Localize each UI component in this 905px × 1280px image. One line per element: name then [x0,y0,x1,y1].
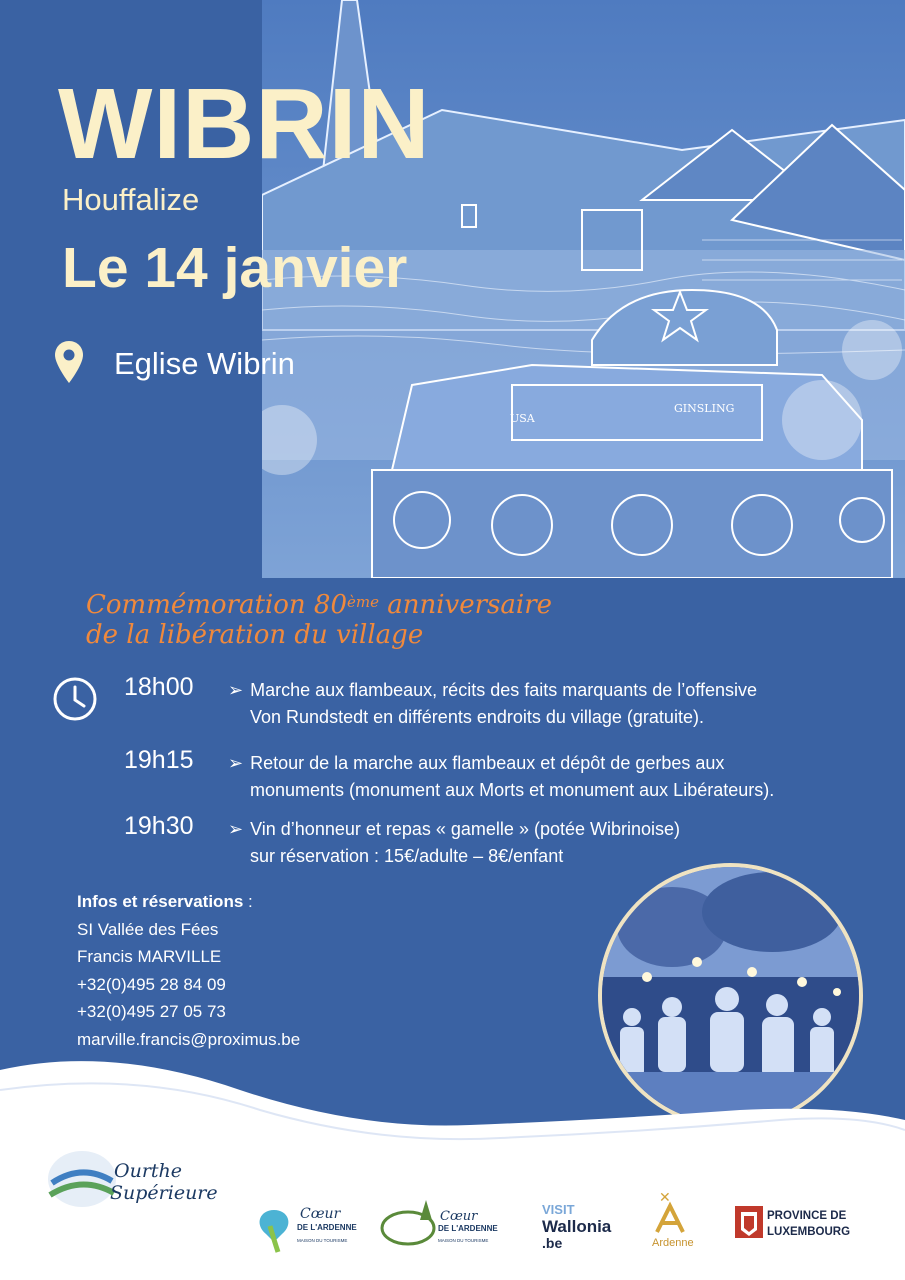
schedule-description: ➢ Marche aux flambeaux, récits des faits marquants de l’offensive Von Rundstedt en différents endroits du village (gratuite). [228,680,758,727]
contact-person: Francis MARVILLE [77,947,222,966]
svg-text:.be: .be [542,1235,563,1251]
contact-email[interactable]: marville.francis@proximus.be [77,1029,301,1049]
svg-text:Wallonia: Wallonia [542,1217,612,1236]
ardenne-logo[interactable] [645,1188,705,1255]
coeur-ardenne-logo-2[interactable] [378,1190,503,1257]
contact-info [77,888,300,1053]
coeur-ardenne-logo-1[interactable] [252,1200,367,1261]
schedule-time: 19h15 [124,746,194,774]
event-date: Le 14 janvier [62,236,408,300]
schedule-description: ➢ Retour de la marche aux flambeaux et dépôt de gerbes aux monuments (monument aux Morts et monument aux Libérateurs). [228,753,775,800]
svg-text:LUXEMBOURG: LUXEMBOURG [767,1226,851,1238]
svg-text:✕: ✕ [659,1189,671,1205]
svg-text:DE L'ARDENNE: DE L'ARDENNE [297,1223,357,1232]
tank-label-name: GINSLING [674,402,735,415]
schedule-description: ➢ Vin d’honneur et repas « gamelle » (potée Wibrinoise) sur réservation : 15€/adulte – 8€/enfant [228,819,681,866]
contact-heading: Infos et réservations : [77,892,253,911]
svg-text:PROVINCE DE: PROVINCE DE [767,1210,847,1222]
schedule-time: 18h00 [124,673,194,701]
visit-wallonia-logo[interactable] [540,1200,625,1257]
commemoration-heading [86,590,552,650]
svg-text:Cœur: Cœur [440,1209,478,1224]
map-pin-icon [55,341,83,383]
svg-text:Cœur: Cœur [300,1206,341,1222]
contact-phone-1[interactable]: +32(0)495 28 84 09 [77,974,226,994]
svg-text:Ourthe: Ourthe [114,1160,183,1182]
province-luxembourg-logo[interactable] [733,1200,851,1249]
svg-text:VISIT: VISIT [542,1202,575,1217]
contact-organisation: SI Vallée des Fées [77,919,219,939]
svg-text:Ardenne: Ardenne [652,1237,694,1249]
clock-icon [52,676,98,722]
svg-text:DE L'ARDENNE: DE L'ARDENNE [438,1224,498,1233]
tank-label-usa: USA [510,412,535,425]
event-location: Eglise Wibrin [114,346,295,381]
town-subtitle: Houffalize [62,182,200,217]
page-title: WIBRIN [58,68,431,180]
contact-phone-2[interactable]: +32(0)495 27 05 73 [77,1002,226,1021]
commemoration-line-1: Commémoration 80ème anniversaire [86,590,553,620]
schedule-time: 19h30 [124,812,194,840]
svg-text:MAISON DU TOURISME: MAISON DU TOURISME [438,1238,489,1243]
svg-text:Supérieure: Supérieure [110,1182,218,1204]
commemoration-line-2: de la libération du village [86,620,424,650]
ourthe-superieure-logo[interactable] [42,1145,232,1215]
svg-text:MAISON DU TOURISME: MAISON DU TOURISME [297,1238,348,1243]
